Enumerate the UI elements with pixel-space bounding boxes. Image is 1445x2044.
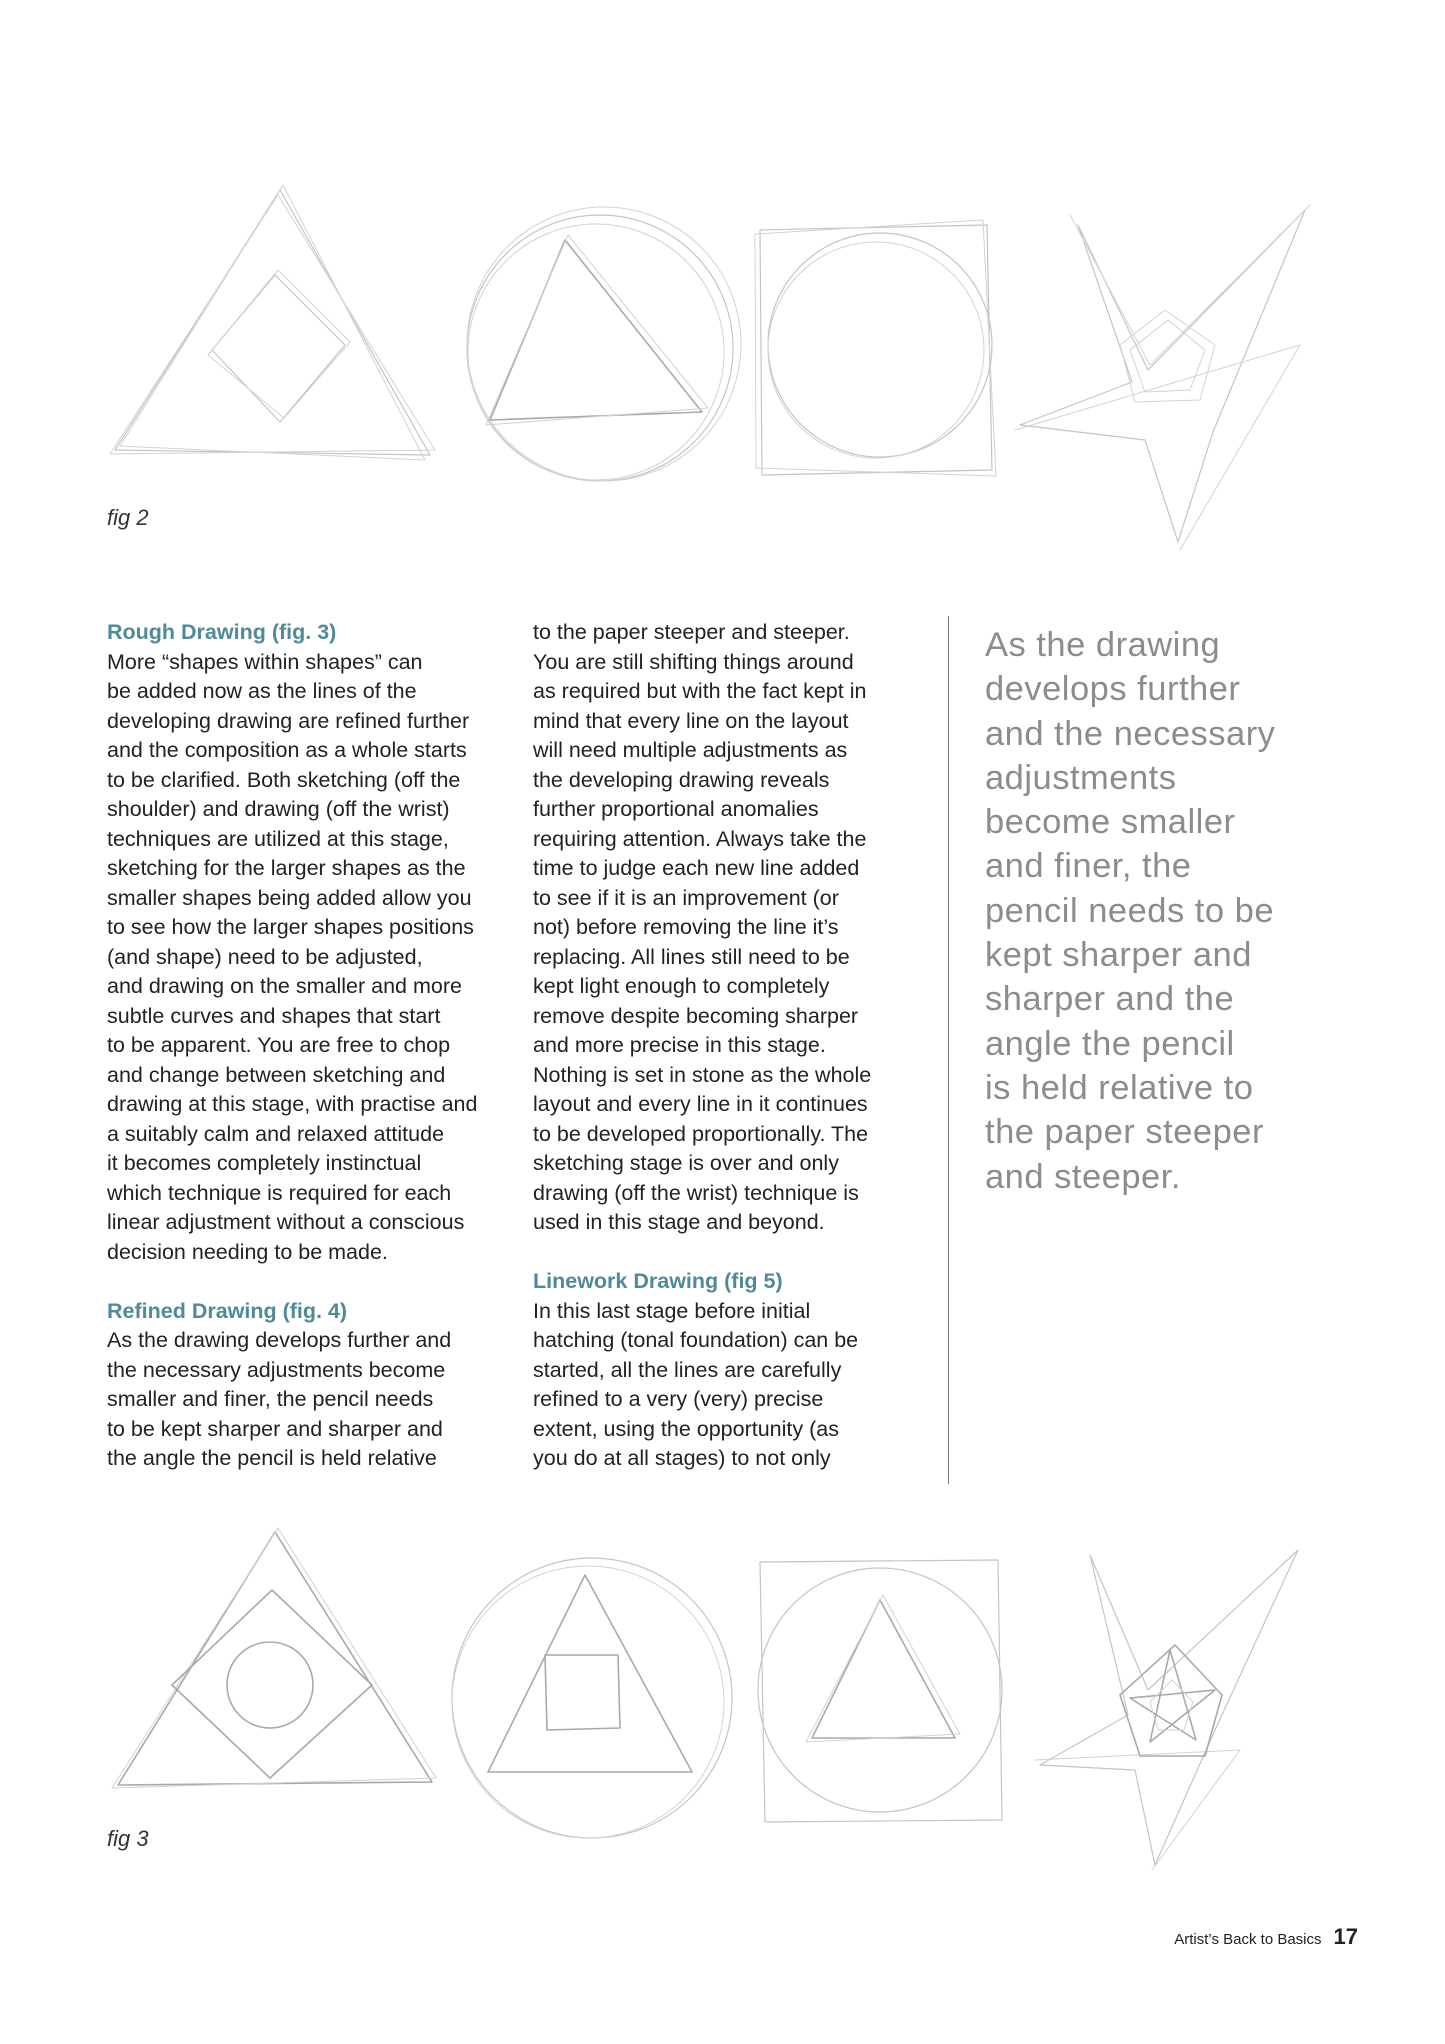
linework-drawing-heading: Linework Drawing (fig 5) [533, 1269, 783, 1293]
refined-drawing-continued: to the paper steeper and steeper. You are still shifting things around as required but with the fact kept in mind that every line on the layout will need multiple adjustments as the developing drawing reveals further proportional anomalies requiring attention. Always take the time to judge each new line added to see if it is an improvement (or not) before removing the line it’s replacing. All lines still need to be kept light enough to completely remove despite becoming sharper and more precise in this stage. Nothing is set in stone as the whole layout and every line in it continues to be developed proportionally. The sketching stage is over and only drawing (off the wrist) technique is used in this stage and beyond. [533, 620, 872, 1234]
star-sketch [1015, 205, 1310, 550]
page-number: 17 [1333, 1924, 1358, 1949]
diamond-in-triangle-sketch [110, 185, 435, 460]
triangle-in-circle-in-square-sketch [758, 1560, 1002, 1822]
linework-drawing-body: In this last stage before initial hatching (tonal foundation) can be started, all the lines are carefully refined to a very (very) precise extent, using the opportunity (as you do at all stages) to not only [533, 1298, 859, 1470]
triangle-in-circle-sketch [467, 207, 741, 481]
fig3-sketches [0, 1520, 1445, 1870]
text-column-2 [533, 618, 933, 1474]
square-in-triangle-in-circle-sketch [452, 1558, 732, 1838]
fig3-caption: fig 3 [107, 1826, 149, 1851]
nested-star-sketch [1035, 1550, 1298, 1870]
refined-drawing-heading: Refined Drawing (fig. 4) [107, 1298, 348, 1323]
rough-drawing-body: More “shapes within shapes” can be added now as the lines of the developing drawing are refined further and the composition as a whole starts to be clarified. Both sketching (off the shoulder) and drawing (off the wrist) techniques are utilized at this stage, sketching for the larger shapes as the smaller shapes being added allow you to see how the larger shapes positions (and shape) need to be adjusted, and drawing on the smaller and more subtle curves and shapes that start to be apparent. You are free to chop and change between sketching and drawing at this stage, with practise and a suitably calm and relaxed attitude it becomes completely instinctual which technique is required for each linear adjustment without a conscious decision needing to be made. [107, 649, 478, 1264]
refined-drawing-body: As the drawing develops further and the necessary adjustments become smaller and finer, the pencil needs to be kept sharper and sharper and the angle the pencil is held relative [107, 1328, 452, 1470]
fig2-caption: fig 2 [107, 505, 149, 530]
page-footer [1174, 1924, 1358, 1950]
column-divider [948, 616, 949, 1484]
publication-title: Artist’s Back to Basics [1174, 1931, 1322, 1948]
pull-quote: As the drawing develops further and the necessary adjustments become smaller and finer, the pencil needs to be kept sharper and sharper and the angle the pencil is held relative to the paper steeper and steeper. [985, 626, 1276, 1196]
rough-drawing-heading: Rough Drawing (fig. 3) [107, 620, 337, 644]
fig2-sketches [0, 170, 1445, 560]
text-column-1 [107, 618, 507, 1474]
circle-in-square-sketch [755, 220, 996, 476]
circle-in-diamond-in-triangle-sketch [112, 1528, 436, 1788]
